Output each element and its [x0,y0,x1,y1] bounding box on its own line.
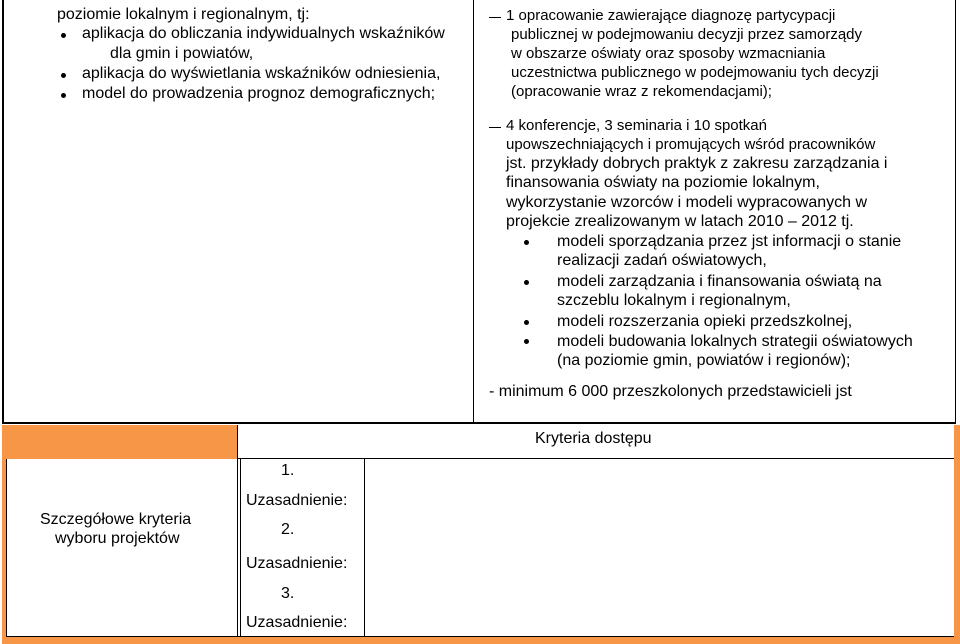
dash-marker [489,17,501,18]
accent-band-top [2,425,237,459]
left-item-1-line1: aplikacja do obliczania indywidualnych wskaźników [82,25,445,42]
left-item-2: aplikacja do wyświetlania wskaźników odniesienia, [82,65,441,82]
item2-line1: 4 konferencje, 3 seminaria i 10 spotkań [506,117,767,134]
model-1-line1: modeli sporządzania przez jst informacji o stanie [557,233,902,250]
model-2-line2: szczeblu lokalnym i regionalnym, [557,292,791,309]
bullet-icon [61,33,66,38]
dash-marker [489,127,501,128]
criterion-1-reason-label: Uzasadnienie: [246,492,348,509]
item1-line3: w obszarze oświaty oraz sposoby wzmacniania [511,45,826,62]
footer-line: - minimum 6 000 przeszkolonych przedstawicieli jst [489,383,852,400]
model-1-line2: realizacji zadań oświatowych, [557,252,767,269]
model-3-line1: modeli rozszerzania opieki przedszkolnej, [557,313,853,330]
item2-line2: upowszechniających i promujących wśród pracowników [506,136,876,153]
section-separator [2,422,956,424]
model-2-line1: modeli zarządzania i finansowania oświatą na [557,273,882,290]
bottom-inner-left [237,425,238,637]
bottom-row-line [6,636,954,637]
left-item-1-line2: dla gmin i powiatów, [110,45,254,62]
criteria-left [240,459,241,637]
criterion-3-reason-label: Uzasadnienie: [246,614,348,631]
item2-line4: finansowania oświaty na poziomie lokalnym, [506,174,820,191]
model-4-line1: modeli budowania lokalnych strategii oświatowych [557,333,913,350]
top-left-border [2,0,4,424]
criterion-1-number: 1. [281,462,295,479]
section-label-line1: Szczegółowe kryteria [40,511,192,528]
left-heading: poziomie lokalnym i regionalnym, tj: [57,6,310,23]
criteria-mid [364,459,365,637]
model-4-line2: (na poziomie gmin, powiatów i regionów); [557,352,851,369]
bottom-outer-left [6,459,7,637]
item1-line5: (opracowanie wraz z rekomendacjami); [511,83,772,100]
criterion-2-number: 2. [281,521,295,538]
item1-line1: 1 opracowanie zawierające diagnozę partycypacji [506,7,836,24]
bullet-icon [61,93,66,98]
criteria-header: Kryteria dostępu [535,430,652,447]
item1-line2: publicznej w podejmowaniu decyzji przez samorządy [511,26,862,43]
top-right-border [955,0,956,424]
section-label-line2: wyboru projektów [55,530,180,547]
header-bottom [237,458,954,459]
item2-line6: projekcie zrealizowanym w latach 2010 – 2012 tj. [506,213,854,230]
item1-line4: uczestnictwa publicznego w podejmowaniu tych decyzji [511,64,879,81]
criterion-2-reason-label: Uzasadnienie: [246,555,348,572]
item2-line5: wykorzystanie wzorców i modeli wypracowanych w [506,194,868,211]
bullet-icon [61,73,66,78]
bullet-icon [524,339,529,344]
accent-band-right [954,425,960,644]
item2-line3: jst. przykłady dobrych praktyk z zakresu zarządzania i [506,155,888,172]
accent-band-bottom [2,636,956,644]
top-divider [473,0,474,424]
bullet-icon [524,280,529,285]
bullet-icon [524,240,529,245]
left-item-3: model do prowadzenia prognoz demograficznych; [82,85,436,102]
bullet-icon [524,320,529,325]
criterion-3-number: 3. [281,585,295,602]
